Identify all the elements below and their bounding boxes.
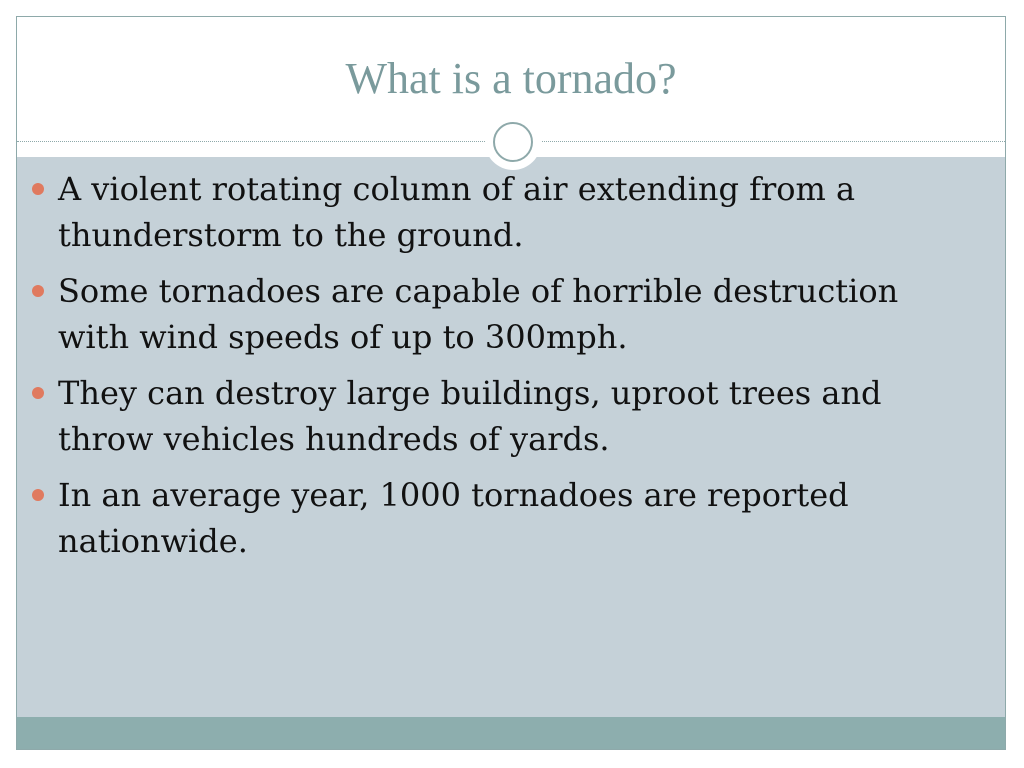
bullet-item [30, 166, 960, 258]
bullet-text: In an average year, 1000 tornadoes are reported nationwide. [58, 476, 849, 560]
bullet-dot-icon [32, 387, 44, 399]
slide-title: What is a tornado? [345, 54, 677, 103]
bullet-text: A violent rotating column of air extending from a thunderstorm to the ground. [58, 170, 856, 254]
bullet-list [30, 166, 960, 574]
bullet-dot-icon [32, 183, 44, 195]
bullet-dot-icon [32, 489, 44, 501]
footer-band [17, 717, 1005, 750]
bullet-text: Some tornadoes are capable of horrible destruction with wind speeds of up to 300mph. [58, 272, 899, 356]
circle-ornament-icon [485, 114, 541, 170]
bullet-text: They can destroy large buildings, uproot trees and throw vehicles hundreds of yards. [58, 374, 882, 458]
bullet-dot-icon [32, 285, 44, 297]
ornament-ring [493, 122, 533, 162]
bullet-item [30, 472, 960, 564]
bullet-item [30, 370, 960, 462]
bullet-item [30, 268, 960, 360]
